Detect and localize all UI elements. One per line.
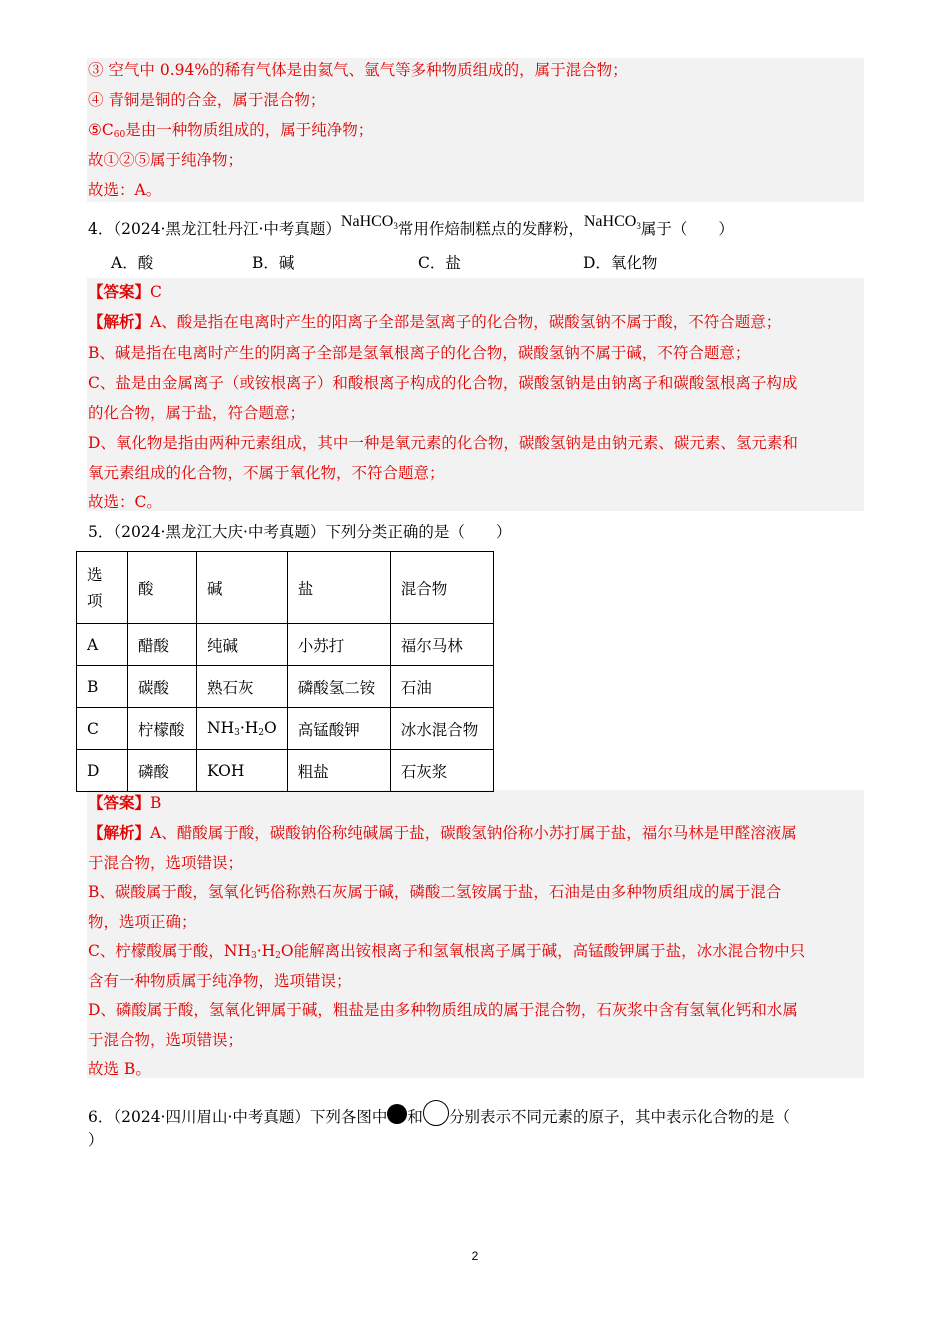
q5-c-base-mid: ·H — [239, 719, 259, 737]
white-atom-icon — [423, 1100, 449, 1126]
q5-conclusion: 故选 B。 — [88, 1060, 151, 1078]
q5-row-b-mixture: 石油 — [390, 666, 493, 708]
q4-analysis-text-1: A、酸是指在电离时产生的阳离子全部是氢离子的化合物，碳酸氢钠不属于酸，不符合题意； — [150, 313, 782, 331]
q5-analysis-line-7: D、磷酸属于酸，氢氧化钾属于碱，粗盐是由多种物质组成的属于混合物，石灰浆中含有氢氧化钙和水属 — [88, 1001, 798, 1019]
q5-row-c-salt: 高锰酸钾 — [287, 708, 390, 750]
q5-row-d-base: KOH — [197, 750, 288, 792]
q5-analysis-c-start: C、柠檬酸属于酸， — [88, 942, 224, 960]
q5-row-a-salt: 小苏打 — [287, 624, 390, 666]
q4-suffix: 属于（ ） — [640, 220, 734, 238]
q5-header-salt: 盐 — [287, 552, 390, 624]
q4-formula-a — [341, 213, 398, 230]
q5-row-d-option: D — [77, 750, 128, 792]
q5-header-base: 碱 — [197, 552, 288, 624]
q4-formula-b — [584, 213, 641, 230]
q5-analysis-c-formula — [224, 942, 294, 960]
q5-table-header-row — [77, 552, 494, 624]
q5-classification-table — [76, 551, 494, 792]
q5-analysis-c-end: 能解离出铵根离子和氢氧根离子属于碱，高锰酸钾属于盐，冰水混合物中只 — [293, 942, 806, 960]
q4-analysis-line-1 — [88, 312, 781, 332]
q4-analysis-line-3: C、盐是由金属离子（或铵根离子）和酸根离子构成的化合物，碳酸氢钠是由钠离子和碳酸氢根离子构成 — [88, 374, 798, 392]
q5-header-option-line1: 选 — [87, 565, 103, 584]
q4-formula-b-base: NaHCO — [583, 213, 637, 230]
q5-row-a-acid: 醋酸 — [128, 624, 197, 666]
q5-analysis-c-formula-sub2: 2 — [275, 951, 281, 961]
table-row — [77, 624, 494, 666]
q5-analysis-c-formula-o: O — [280, 942, 294, 960]
q4-prefix: 4．（2024·黑龙江牡丹江·中考真题） — [88, 220, 341, 238]
q4-analysis-tag: 【解析】 — [88, 312, 151, 331]
q5-row-c-option: C — [77, 708, 128, 750]
q4-conclusion: 故选：C。 — [88, 493, 162, 511]
page-number: 2 — [471, 1249, 479, 1263]
q5-row-c-base — [197, 708, 288, 750]
q5-analysis-line-1 — [88, 823, 797, 843]
q4-option-d: D．氧化物 — [583, 254, 658, 272]
q5-c-base-sub2: 2 — [258, 728, 265, 738]
q5-row-c-acid: 柠檬酸 — [128, 708, 197, 750]
black-atom-icon — [387, 1104, 407, 1124]
q5-answer-value: B — [150, 794, 162, 812]
q5-row-b-base: 熟石灰 — [197, 666, 288, 708]
q5-c-base-o: O — [264, 719, 277, 737]
q6-suffix: 分别表示不同元素的原子，其中表示化合物的是（ — [448, 1108, 790, 1126]
q5-header-mixture: 混合物 — [390, 552, 493, 624]
q4-analysis-line-2: B、碱是指在电离时产生的阴离子全部是氢氧根离子的化合物，碳酸氢钠不属于碱，不符合题意； — [88, 344, 751, 362]
q5-row-d-salt: 粗盐 — [287, 750, 390, 792]
q5-answer-tag: 【答案】 — [88, 793, 151, 812]
q5-analysis-line-4: 物，选项正确； — [88, 913, 197, 931]
q5-header-acid: 酸 — [128, 552, 197, 624]
q5-analysis-tag: 【解析】 — [88, 823, 151, 842]
q3-c60-text: 是由一种物质组成的，属于纯净物； — [125, 121, 374, 139]
q6-stem — [88, 1100, 790, 1127]
q5-header-option-line2: 项 — [87, 591, 103, 610]
q3-analysis-line-4: ④ 青铜是铜的合金，属于混合物； — [88, 91, 326, 109]
q4-formula-a-sub: 3 — [393, 221, 398, 231]
q4-mid: 常用作焙制糕点的发酵粉， — [397, 220, 584, 238]
q5-row-d-acid: 磷酸 — [128, 750, 197, 792]
q5-row-d-mixture: 石灰浆 — [390, 750, 493, 792]
q5-analysis-c-formula-sub1: 3 — [250, 951, 257, 961]
q5-analysis-line-3: B、碳酸属于酸，氢氧化钙俗称熟石灰属于碱，磷酸二氢铵属于盐，石油是由多种物质组成的属于混合 — [88, 883, 782, 901]
q5-analysis-line-6: 含有一种物质属于纯净物，选项错误； — [88, 972, 352, 990]
table-row — [77, 750, 494, 792]
q4-option-b: B．碱 — [252, 254, 295, 272]
q5-analysis-line-2: 于混合物，选项错误； — [88, 854, 244, 872]
q3-analysis-line-3: ③ 空气中 0.94%的稀有气体是由氦气、氩气等多种物质组成的，属于混合物； — [88, 61, 628, 79]
q5-row-c-mixture: 冰水混合物 — [390, 708, 493, 750]
q5-row-a-mixture: 福尔马林 — [390, 624, 493, 666]
table-row — [77, 666, 494, 708]
q5-row-a-option: A — [77, 624, 128, 666]
q5-row-b-acid: 碳酸 — [128, 666, 197, 708]
q4-analysis-line-6: 氧元素组成的化合物，不属于氧化物，不符合题意； — [88, 464, 445, 482]
q3-analysis-line-6: 故①②⑤属于纯净物； — [88, 151, 244, 169]
q6-mid: 和 — [407, 1108, 423, 1126]
q4-formula-b-sub: 3 — [636, 221, 641, 231]
q5-analysis-c-formula-n: NH — [223, 942, 251, 960]
q3-analysis-line-5 — [88, 120, 373, 145]
q5-analysis-line-5 — [88, 941, 805, 966]
q5-answer — [88, 793, 161, 813]
q6-stem-line-2: ） — [88, 1131, 104, 1149]
q4-stem — [88, 213, 734, 244]
q3-conclusion: 故选：A。 — [88, 181, 162, 199]
q5-analysis-text-1: A、醋酸属于酸，碳酸钠俗称纯碱属于盐，碳酸氢钠俗称小苏打属于盐，福尔马林是甲醛溶液属 — [150, 824, 797, 842]
q5-header-option — [77, 552, 128, 624]
q5-row-a-base: 纯碱 — [197, 624, 288, 666]
q5-c-base-sub1: 3 — [234, 728, 240, 738]
q6-prefix: 6．（2024·四川眉山·中考真题）下列各图中 — [88, 1108, 388, 1126]
q5-row-b-option: B — [77, 666, 128, 708]
q5-analysis-c-formula-mid: ·H — [256, 942, 276, 960]
q3-c60-subscript: 60 — [113, 130, 126, 140]
q4-option-c: C．盐 — [418, 254, 461, 272]
q5-analysis-line-8: 于混合物，选项错误； — [88, 1031, 244, 1049]
q4-formula-a-base: NaHCO — [340, 213, 394, 230]
q5-c-base-n: NH — [207, 719, 235, 737]
table-row — [77, 708, 494, 750]
q4-analysis-line-4: 的化合物，属于盐，符合题意； — [88, 404, 306, 422]
q5-row-b-salt: 磷酸氢二铵 — [287, 666, 390, 708]
q4-option-a: A．酸 — [111, 254, 154, 272]
q4-analysis-line-5: D、氧化物是指由两种元素组成，其中一种是氧元素的化合物，碳酸氢钠是由钠元素、碳元素、氢元素和 — [88, 434, 798, 452]
q4-answer-value: C — [150, 283, 162, 301]
q3-c60-prefix: ⑤C — [88, 121, 114, 139]
q4-answer-tag: 【答案】 — [88, 282, 151, 301]
q4-answer — [88, 282, 162, 302]
q5-stem: 5．（2024·黑龙江大庆·中考真题）下列分类正确的是（ ） — [88, 523, 512, 541]
